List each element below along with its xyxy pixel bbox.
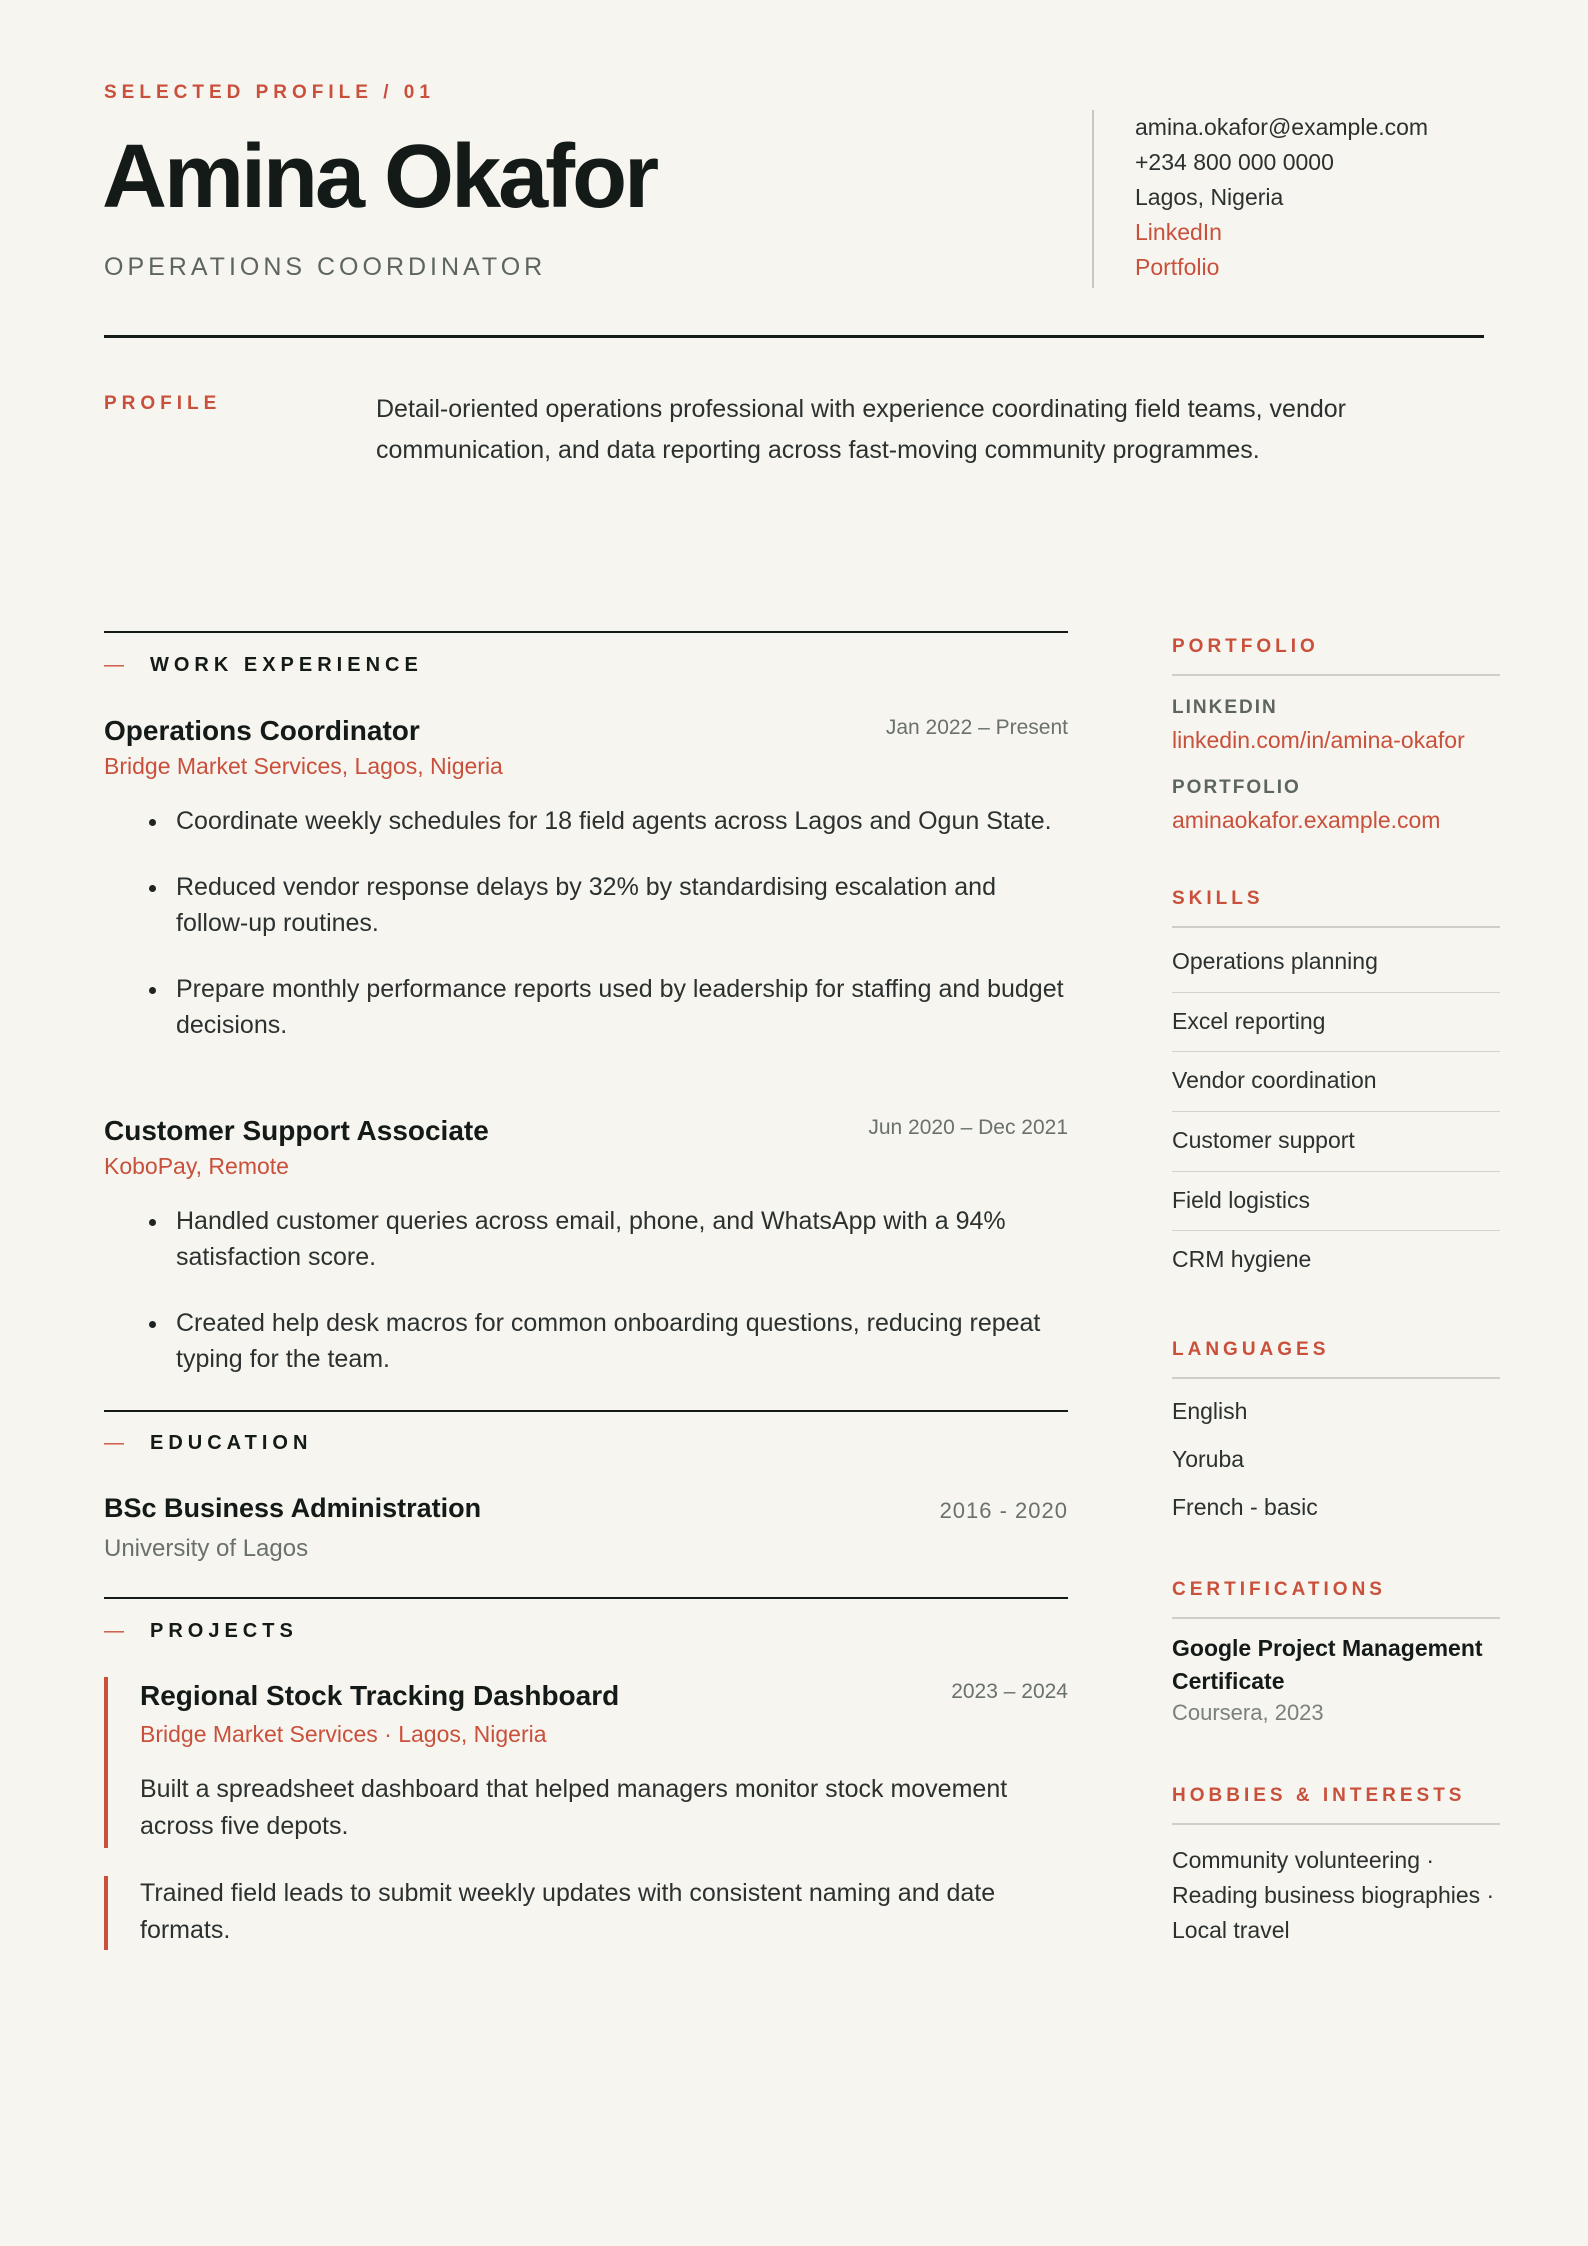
job-bullet: Handled customer queries across email, phone, and WhatsApp with a 94% satisfaction score.: [176, 1203, 1066, 1275]
job-bullet: Prepare monthly performance reports used by leadership for staffing and budget decisions.: [176, 971, 1066, 1043]
hobbies-text: Community volunteering · Reading business biographies · Local travel: [1172, 1847, 1495, 1943]
skill-item: Excel reporting: [1172, 1008, 1326, 1034]
job-dates: Jan 2022 – Present: [885, 716, 1068, 739]
projects-section-divider: [104, 1597, 1068, 1599]
education-section-heading: [104, 1432, 312, 1455]
linkedin-link[interactable]: LinkedIn: [1135, 219, 1222, 245]
languages-heading: LANGUAGES: [1172, 1339, 1500, 1379]
skills-heading: SKILLS: [1172, 888, 1500, 928]
skill-item: Customer support: [1172, 1127, 1355, 1153]
contact-email[interactable]: amina.okafor@example.com: [1135, 114, 1429, 140]
skill-divider: [1172, 1230, 1500, 1231]
project-title: Regional Stock Tracking Dashboard: [140, 1680, 620, 1711]
section-dash-icon: —: [104, 654, 124, 676]
portfolio-link[interactable]: Portfolio: [1135, 254, 1220, 280]
job-bullet: Coordinate weekly schedules for 18 field agents across Lagos and Ogun State.: [176, 803, 1066, 839]
job-org: KoboPay, Remote: [104, 1153, 289, 1179]
contact-location: Lagos, Nigeria: [1135, 184, 1284, 210]
hobbies-heading: HOBBIES & INTERESTS: [1172, 1785, 1500, 1825]
header-divider: [104, 335, 1484, 338]
skill-item: Vendor coordination: [1172, 1067, 1377, 1093]
section-dash-icon: —: [104, 1620, 124, 1642]
profile-summary: Detail-oriented operations professional with experience coordinating field teams, vendor communication, and data reporting across fast-moving community programmes.: [376, 395, 1346, 464]
certifications-heading: CERTIFICATIONS: [1172, 1579, 1500, 1619]
job-org: Bridge Market Services, Lagos, Nigeria: [104, 753, 503, 779]
candidate-name: Amina Okafor: [102, 127, 657, 227]
candidate-role: OPERATIONS COORDINATOR: [104, 253, 547, 281]
degree-dates: 2016 - 2020: [939, 1498, 1068, 1523]
projects-heading-label: PROJECTS: [150, 1620, 298, 1642]
job-bullet-list: [176, 1203, 1066, 1377]
job-title: Customer Support Associate: [104, 1115, 489, 1146]
certificate-meta: Coursera, 2023: [1172, 1700, 1324, 1725]
project-dates: 2023 – 2024: [951, 1680, 1068, 1703]
project-accent-bar: [104, 1876, 108, 1950]
portfolio-url-link[interactable]: aminaokafor.example.com: [1172, 807, 1441, 833]
language-item: Yoruba: [1172, 1446, 1245, 1472]
skill-divider: [1172, 992, 1500, 993]
job-bullet-list: [176, 803, 1066, 1043]
eyebrow-label: SELECTED PROFILE / 01: [104, 82, 435, 103]
education-section-divider: [104, 1410, 1068, 1412]
skill-item: CRM hygiene: [1172, 1246, 1312, 1272]
work-section-heading: [104, 654, 423, 677]
skill-item: Operations planning: [1172, 948, 1378, 974]
profile-label: PROFILE: [104, 393, 222, 414]
project-accent-bar: [104, 1677, 108, 1848]
job-bullet: Created help desk macros for common onboarding questions, reducing repeat typing for the team.: [176, 1305, 1066, 1377]
linkedin-url-link[interactable]: linkedin.com/in/amina-okafor: [1172, 727, 1465, 753]
projects-section-heading: [104, 1620, 298, 1643]
portfolio-label: PORTFOLIO: [1172, 777, 1301, 798]
project-point: Built a spreadsheet dashboard that helped managers monitor stock movement across five depots.: [140, 1775, 1008, 1840]
skill-divider: [1172, 1111, 1500, 1112]
language-item: English: [1172, 1398, 1248, 1424]
contact-block: [1092, 110, 1428, 288]
portfolio-heading: PORTFOLIO: [1172, 636, 1500, 676]
skill-divider: [1172, 1171, 1500, 1172]
degree-title: BSc Business Administration: [104, 1493, 482, 1523]
certificate-title: Google Project Management Certificate: [1172, 1635, 1483, 1694]
contact-phone: +234 800 000 0000: [1135, 149, 1334, 175]
linkedin-label: LINKEDIN: [1172, 697, 1278, 718]
skill-item: Field logistics: [1172, 1187, 1311, 1213]
project-point: Trained field leads to submit weekly updates with consistent naming and date formats.: [140, 1879, 996, 1944]
job-title: Operations Coordinator: [104, 715, 420, 746]
project-org: Bridge Market Services · Lagos, Nigeria: [140, 1721, 547, 1747]
school-name: University of Lagos: [104, 1535, 309, 1562]
skill-divider: [1172, 1051, 1500, 1052]
language-item: French - basic: [1172, 1494, 1318, 1520]
education-heading-label: EDUCATION: [150, 1432, 313, 1454]
section-dash-icon: —: [104, 1432, 124, 1454]
work-heading-label: WORK EXPERIENCE: [150, 654, 423, 676]
work-section-divider: [104, 631, 1068, 633]
job-dates: Jun 2020 – Dec 2021: [868, 1116, 1068, 1139]
job-bullet: Reduced vendor response delays by 32% by standardising escalation and follow-up routines.: [176, 869, 1066, 941]
